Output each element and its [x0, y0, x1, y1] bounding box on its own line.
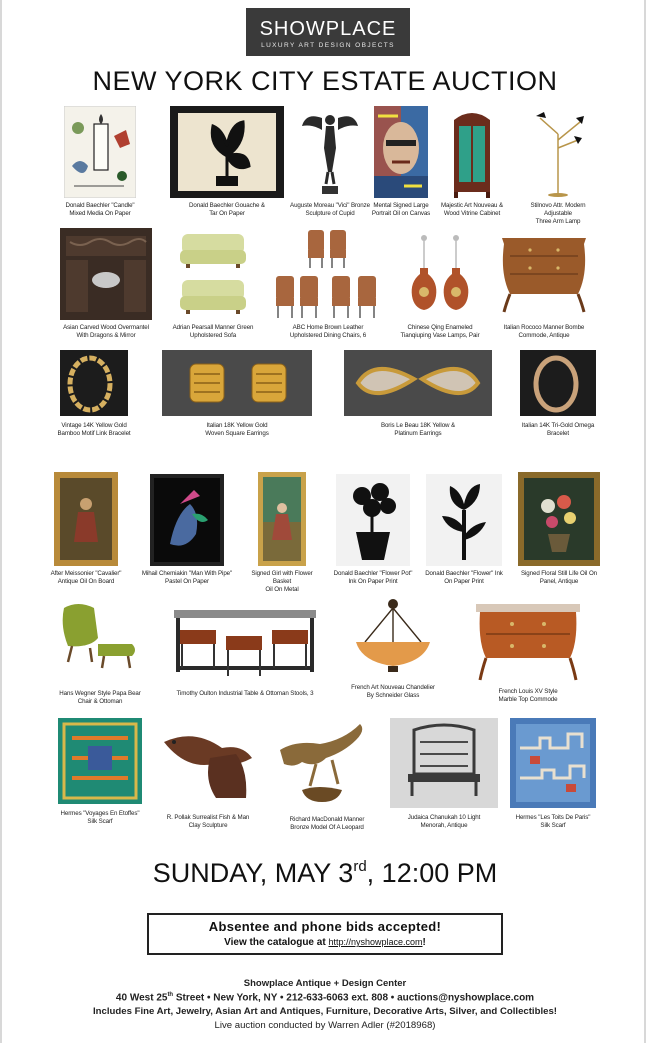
lot-caption: Italian 18K Yellow Gold Woven Square Earrings: [205, 422, 269, 437]
lot-image: [344, 350, 492, 416]
lot-image: [450, 106, 494, 198]
lot-image: [520, 350, 596, 416]
lot-image: [60, 228, 152, 320]
lot-caption: Asian Carved Wood Overmantel With Dragons & Mirror: [63, 324, 149, 339]
lot-caption: Donald Baechler Gouache & Tar On Paper: [189, 202, 265, 217]
lot-image: [300, 106, 360, 198]
venue-name: Showplace Antique + Design Center: [243, 978, 407, 989]
lot-image: [426, 474, 502, 566]
lot-caption: After Meissonier "Cavalier" Antique Oil On Board: [50, 570, 122, 585]
lot-caption: Donald Baechler "Flower" Ink On Paper Print: [425, 570, 503, 585]
lot-caption: Vintage 14K Yellow Gold Bamboo Motif Link Bracelet: [57, 422, 131, 437]
lot-image: [154, 718, 262, 808]
lot-caption: Signed Girl with Flower Basket Oil On Metal: [251, 570, 313, 593]
lot-caption: Donald Baechler "Flower Pot" Ink On Paper Print: [333, 570, 413, 585]
auction-date-time: SUNDAY, MAY 3rd, 12:00 PM: [152, 858, 498, 888]
lot-image: [54, 472, 118, 566]
lot-image: [150, 474, 224, 566]
lot-caption: Mihail Chemiakin "Man With Pipe" Pastel On Paper: [141, 570, 233, 585]
auctioneer-line: Live auction conducted by Warren Adler (#2018968): [214, 1020, 436, 1031]
lot-caption: Hermes "Les Toits De Paris" Silk Scarf: [515, 814, 591, 829]
lot-image: [406, 228, 474, 320]
lot-caption: French Art Nouveau Chandelier By Schneider Glass: [351, 684, 435, 699]
lot-caption: Auguste Moreau "Vici" Bronze Sculpture of Cupid: [290, 202, 370, 217]
absentee-bids-box: [147, 913, 503, 955]
lot-caption: Boris Le Beau 18K Yellow & Platinum Earrings: [380, 422, 456, 437]
lot-image: [272, 720, 382, 808]
lot-caption: Italian 14K Tri-Gold Omega Bracelet: [521, 422, 595, 437]
logo-name: SHOWPLACE: [259, 18, 397, 40]
lot-image: [518, 472, 600, 566]
catalogue-line: View the catalogue at http://nyshowplace.com!: [224, 937, 426, 948]
lot-caption: Stilnovo Attr. Modern Adjustable Three Arm Lamp: [530, 202, 586, 225]
lot-caption: Majestic Art Nouveau & Wood Vitrine Cabinet: [440, 202, 504, 217]
catalogue-link[interactable]: http://nyshowplace.com: [328, 937, 423, 947]
logo-tagline: LUXURY ART DESIGN OBJECTS: [261, 42, 395, 49]
lot-image: [374, 106, 428, 198]
lot-caption: Mental Signed Large Portrait Oil on Canvas: [371, 202, 431, 217]
lot-image: [60, 350, 128, 416]
lot-caption: Signed Floral Still Life Oil On Panel, Antique: [521, 570, 597, 585]
lot-image: [274, 228, 382, 320]
lot-image: [390, 718, 498, 808]
lot-caption: French Louis XV Style Marble Top Commode: [498, 688, 558, 703]
lot-caption: Chinese Qing Enameled Tianqiuping Vase Lamps, Pair: [400, 324, 480, 339]
lot-image: [510, 718, 596, 808]
lot-image: [472, 600, 584, 684]
lot-image: [58, 598, 142, 688]
lot-image: [64, 106, 136, 198]
lot-caption: Hans Wegner Style Papa Bear Chair & Ottoman: [59, 690, 141, 705]
showplace-logo[interactable]: [246, 8, 410, 56]
lot-image: [172, 606, 318, 682]
lot-caption: Adrian Pearsall Manner Green Upholstered Sofa: [172, 324, 254, 339]
lot-caption: Richard MacDonald Manner Bronze Model Of A Leopard: [289, 816, 365, 831]
lot-caption: Donald Baechler "Candle" Mixed Media On Paper: [65, 202, 135, 217]
absentee-bids-text: Absentee and phone bids accepted!: [208, 919, 442, 934]
venue-address: 40 West 25th Street • New York, NY • 212-633-6063 ext. 808 • auctions@nyshowplace.com: [115, 992, 535, 1004]
lot-image: [178, 228, 248, 320]
lot-image: [170, 106, 284, 198]
lot-image: [58, 718, 142, 804]
lot-image: [528, 106, 588, 198]
lot-caption: ABC Home Brown Leather Upholstered Dining Chairs, 6: [289, 324, 367, 339]
lot-image: [496, 228, 592, 320]
lot-image: [162, 350, 312, 416]
page-title: NEW YORK CITY ESTATE AUCTION: [92, 66, 558, 96]
lot-image: [258, 472, 306, 566]
includes-line: Includes Fine Art, Jewelry, Asian Art and Antiques, Furniture, Decorative Arts, Silver, and Collectibles!: [93, 1006, 557, 1017]
lot-image: [336, 474, 410, 566]
lot-caption: Judaica Chanukah 10 Light Menorah, Antique: [407, 814, 481, 829]
lot-caption: R. Pollak Surrealist Fish & Man Clay Sculpture: [166, 814, 250, 829]
lot-caption: Italian Rococo Manner Bombe Commode, Antique: [503, 324, 585, 339]
lot-image: [348, 596, 438, 678]
lot-caption: Hermes "Voyages En Etoffes" Silk Scarf: [60, 810, 140, 825]
lot-caption: Timothy Oulton Industrial Table & Ottoman Stools, 3: [176, 690, 314, 697]
